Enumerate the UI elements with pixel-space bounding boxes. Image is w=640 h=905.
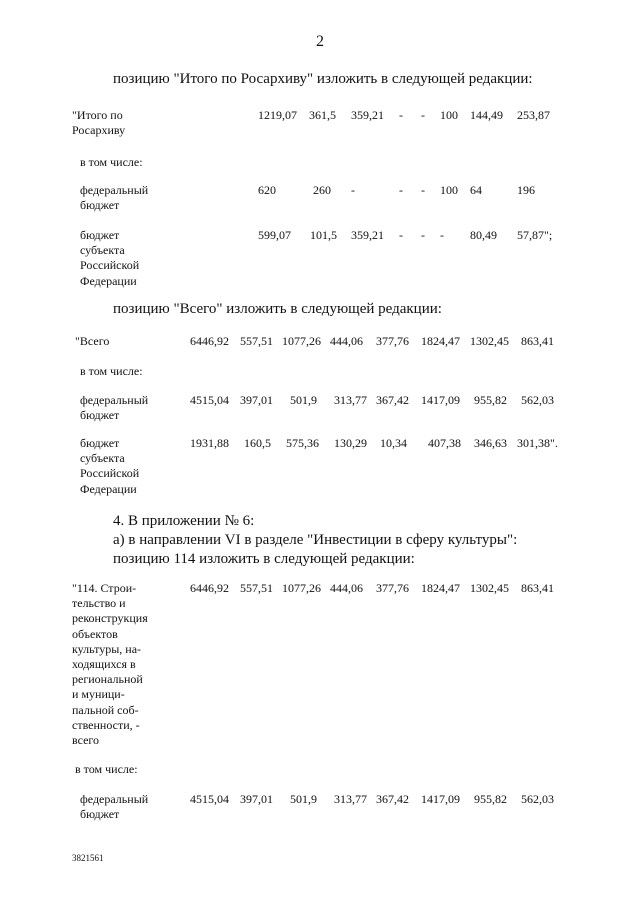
cell: - <box>351 183 355 197</box>
cell: 599,07 <box>258 228 291 242</box>
total-federal-row <box>0 393 640 409</box>
cell: 1417,09 <box>421 792 460 806</box>
cell: - <box>399 183 403 197</box>
cell: 562,03 <box>521 792 554 806</box>
cell: 557,51 <box>240 581 273 595</box>
cell: 863,41 <box>521 334 554 348</box>
cell: 444,06 <box>330 334 363 348</box>
rosarchiv-federal-label: федеральный бюджет <box>80 183 149 213</box>
pos114-federal-label: федеральный бюджет <box>80 792 149 822</box>
cell: 575,36 <box>286 436 319 450</box>
total-label: "Всего <box>75 334 110 348</box>
cell: 1931,88 <box>190 436 229 450</box>
in-that-number-label: в том числе: <box>80 364 143 378</box>
cell: 863,41 <box>521 581 554 595</box>
cell: 10,34 <box>380 436 407 450</box>
cell: - <box>421 228 425 242</box>
cell: 260 <box>313 183 331 197</box>
cell: 1824,47 <box>421 581 460 595</box>
pos114-federal-row <box>0 792 640 808</box>
total-regional-label: бюджет субъекта Российской Федерации <box>80 436 140 496</box>
cell: 955,82 <box>474 393 507 407</box>
cell: 955,82 <box>474 792 507 806</box>
cell: 1302,45 <box>470 334 509 348</box>
cell: 407,38 <box>428 436 461 450</box>
cell: 253,87 <box>517 108 550 122</box>
cell: 620 <box>258 183 276 197</box>
in-that-number-label: в том числе: <box>80 155 143 169</box>
cell: - <box>440 228 444 242</box>
cell: 377,76 <box>376 334 409 348</box>
cell: 359,21 <box>351 108 384 122</box>
cell: - <box>421 108 425 122</box>
cell: 196 <box>517 183 535 197</box>
cell: 367,42 <box>376 393 409 407</box>
cell: 397,01 <box>240 393 273 407</box>
intro-total: позицию "Всего" изложить в следующей редакции: <box>113 301 442 317</box>
cell: 313,77 <box>334 393 367 407</box>
cell: 130,29 <box>334 436 367 450</box>
cell: - <box>399 108 403 122</box>
cell: 4515,04 <box>190 792 229 806</box>
cell: 6446,92 <box>190 581 229 595</box>
cell: 359,21 <box>351 228 384 242</box>
cell: 1824,47 <box>421 334 460 348</box>
cell: 557,51 <box>240 334 273 348</box>
cell: 144,49 <box>470 108 503 122</box>
cell: 4515,04 <box>190 393 229 407</box>
total-row <box>0 334 640 350</box>
cell: 1077,26 <box>282 581 321 595</box>
total-regional-row <box>0 436 640 452</box>
rosarchiv-regional-row <box>0 228 640 244</box>
cell: 444,06 <box>330 581 363 595</box>
cell: 562,03 <box>521 393 554 407</box>
in-that-number-label: в том числе: <box>75 762 138 776</box>
cell: - <box>421 183 425 197</box>
annex-heading: 4. В приложении № 6: <box>113 513 255 529</box>
cell: - <box>399 228 403 242</box>
annex-sub-a: а) в направлении VI в разделе "Инвестиции в сферу культуры": <box>113 532 518 548</box>
cell: 1219,07 <box>258 108 297 122</box>
pos114-total-label: "114. Строи- тельство и реконструкция объектов культуры, на- ходящихся в региональной и муници- пальной соб- ственности, - всего <box>72 581 148 748</box>
cell: 100 <box>440 183 458 197</box>
cell: 1417,09 <box>421 393 460 407</box>
cell: 361,5 <box>309 108 336 122</box>
cell: 101,5 <box>310 228 337 242</box>
intro-rosarchiv: позицию "Итого по Росархиву" изложить в следующей редакции: <box>113 71 533 87</box>
page-number: 2 <box>316 33 324 50</box>
total-federal-label: федеральный бюджет <box>80 393 149 423</box>
cell: 64 <box>470 183 482 197</box>
pos114-total-row <box>0 581 640 597</box>
cell: 160,5 <box>244 436 271 450</box>
cell: 501,9 <box>290 393 317 407</box>
cell: 501,9 <box>290 792 317 806</box>
annex-position: позицию 114 изложить в следующей редакции: <box>113 551 415 567</box>
cell: 57,87"; <box>517 228 553 242</box>
cell: 301,38". <box>517 436 558 450</box>
footer-code: 3821561 <box>72 853 104 863</box>
cell: 6446,92 <box>190 334 229 348</box>
cell: 80,49 <box>470 228 497 242</box>
rosarchiv-total-label: "Итого по Росархиву <box>72 108 126 138</box>
cell: 397,01 <box>240 792 273 806</box>
rosarchiv-regional-label: бюджет субъекта Российской Федерации <box>80 228 140 288</box>
cell: 1302,45 <box>470 581 509 595</box>
cell: 1077,26 <box>282 334 321 348</box>
rosarchiv-total-row <box>0 108 640 124</box>
cell: 377,76 <box>376 581 409 595</box>
cell: 100 <box>440 108 458 122</box>
cell: 346,63 <box>474 436 507 450</box>
cell: 367,42 <box>376 792 409 806</box>
rosarchiv-federal-row <box>0 183 640 199</box>
cell: 313,77 <box>334 792 367 806</box>
